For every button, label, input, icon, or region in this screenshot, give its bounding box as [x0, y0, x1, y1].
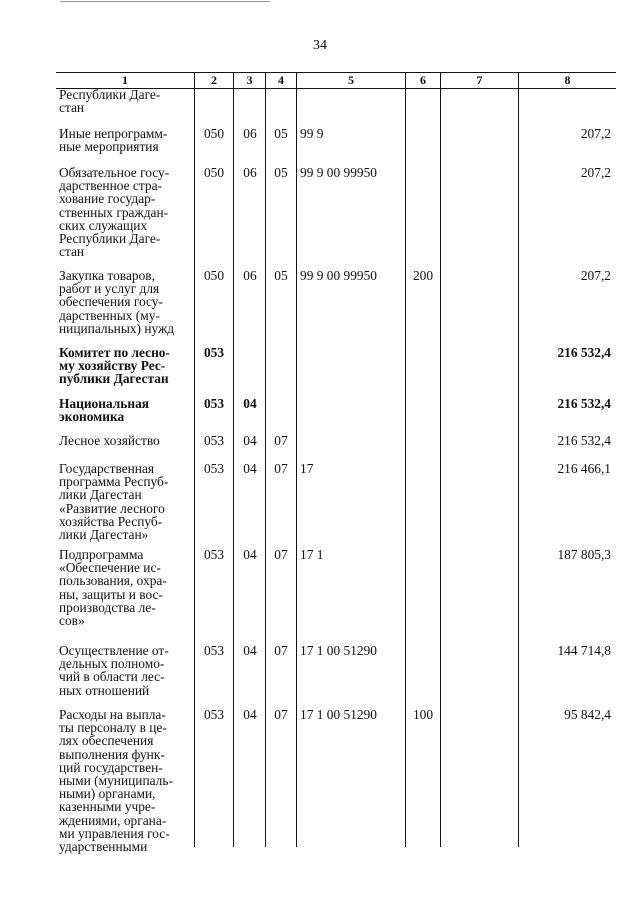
column-divider — [405, 72, 406, 847]
row-name-line: Закупка товаров, — [59, 268, 155, 283]
target-article-code: 17 1 — [300, 547, 324, 562]
amount-value: 207,2 — [580, 165, 611, 180]
header-col-6: 6 — [420, 73, 426, 87]
ministry-code: 053 — [203, 707, 225, 722]
header-col-7: 7 — [476, 73, 483, 87]
row-name-line: «Обеспечение ис- — [59, 560, 161, 576]
row-name-line: хозяйства Респуб- — [59, 513, 163, 529]
row-name-line: пользования, охра- — [59, 573, 167, 589]
column-divider — [233, 72, 234, 847]
row-name — [59, 708, 194, 853]
row-name-line: публики Дагестан — [59, 371, 169, 387]
row-name — [59, 548, 194, 627]
amount-value: 144 714,8 — [557, 643, 611, 658]
row-name — [59, 127, 194, 153]
section-code: 04 — [243, 707, 257, 722]
row-name-line: выполнения функ- — [59, 746, 165, 762]
page-number: 34 — [313, 38, 327, 53]
header-col-4: 4 — [278, 73, 284, 87]
subsection-code: 07 — [274, 707, 288, 722]
column-divider — [296, 72, 297, 847]
column-divider — [194, 72, 195, 847]
row-name-line: ждениями, органа- — [59, 812, 167, 828]
target-article-code: 17 — [300, 461, 314, 476]
row-name-line: ными (муниципаль- — [59, 773, 173, 789]
row-name-line: лики Дагестан» — [59, 527, 149, 543]
row-name-line: Расходы на выпла- — [59, 707, 166, 722]
amount-value: 95 842,4 — [564, 707, 611, 722]
subsection-code: 07 — [274, 643, 288, 658]
ministry-code: 053 — [203, 345, 225, 360]
row-name-line: Государственная — [59, 461, 155, 476]
row-name-line: программа Респуб- — [59, 474, 169, 490]
section-code: 04 — [243, 396, 257, 411]
row-name-line: Национальная — [59, 396, 150, 411]
row-name-line: ственных граждан- — [59, 204, 169, 220]
row-name-line: дарственных (му- — [59, 307, 160, 323]
column-divider — [265, 72, 266, 847]
row-name-line: «Развитие лесного — [59, 500, 165, 516]
ministry-code: 050 — [203, 268, 225, 283]
row-name-line: казенными учре- — [59, 799, 156, 815]
row-name-line: ных отношений — [59, 682, 150, 698]
section-code: 04 — [243, 547, 257, 562]
scan-artifact-line-top — [60, 1, 270, 2]
expense-type-code: 200 — [412, 268, 434, 283]
header-col-2: 2 — [211, 73, 217, 87]
row-name-line: чий в области лес- — [59, 669, 165, 685]
target-article-code: 17 1 00 51290 — [300, 707, 377, 722]
section-code: 04 — [243, 461, 257, 476]
ministry-code: 053 — [203, 433, 225, 448]
row-name-line: стан — [59, 100, 85, 116]
row-name-line: му хозяйству Рес- — [59, 358, 166, 374]
row-name-line: производства ле- — [59, 599, 156, 615]
ministry-code: 053 — [203, 643, 225, 658]
row-name-line: ми управления гос- — [59, 825, 170, 841]
subsection-code: 05 — [274, 126, 288, 141]
row-name-line: Комитет по лесно- — [59, 345, 170, 360]
row-name-line: Республики Даге- — [59, 87, 161, 102]
row-name-line: Иные непрограмм- — [59, 126, 168, 141]
amount-value: 216 532,4 — [557, 433, 611, 448]
section-code: 04 — [243, 643, 257, 658]
row-name — [59, 88, 194, 114]
row-name-line: стан — [59, 244, 85, 260]
amount-value: 207,2 — [580, 126, 611, 141]
row-name-line: ударственными — [59, 839, 148, 855]
amount-value: 187 805,3 — [557, 547, 611, 562]
row-name — [59, 397, 194, 423]
section-code: 06 — [243, 268, 257, 283]
header-col-3: 3 — [246, 73, 253, 87]
row-name-line: лях обеспечения — [59, 733, 154, 749]
amount-value: 216 532,4 — [557, 345, 611, 360]
row-name — [59, 346, 194, 386]
target-article-code: 17 1 00 51290 — [300, 643, 377, 658]
row-name-line: ций государствен- — [59, 759, 163, 775]
header-col-8: 8 — [564, 73, 571, 87]
row-name-line: Обязательное госу- — [59, 165, 170, 180]
row-name-line: Осуществление от- — [59, 643, 169, 658]
subsection-code: 07 — [274, 433, 288, 448]
row-name — [59, 462, 194, 541]
row-name-line: сов» — [59, 613, 85, 629]
subsection-code: 05 — [274, 268, 288, 283]
section-code: 04 — [243, 433, 257, 448]
subsection-code: 07 — [274, 547, 288, 562]
section-code: 06 — [243, 165, 257, 180]
header-col-5: 5 — [348, 73, 354, 87]
expense-type-code: 100 — [412, 707, 434, 722]
subsection-code: 05 — [274, 165, 288, 180]
ministry-code: 053 — [203, 547, 225, 562]
row-name-line: обеспечения госу- — [59, 294, 163, 310]
row-name-line: ны, защиты и вос- — [59, 586, 163, 602]
ministry-code: 053 — [203, 396, 225, 411]
ministry-code: 050 — [203, 126, 225, 141]
row-name — [59, 644, 194, 697]
row-name-line: ными) органами, — [59, 786, 156, 802]
row-name-line: дельных полномо- — [59, 656, 165, 672]
row-name-line: ских служащих — [59, 217, 148, 233]
target-article-code: 99 9 — [300, 126, 324, 141]
amount-value: 216 466,1 — [557, 461, 611, 476]
budget-table — [56, 72, 616, 855]
row-name — [59, 434, 194, 447]
column-divider — [440, 72, 441, 847]
subsection-code: 07 — [274, 461, 288, 476]
row-name — [59, 269, 194, 335]
row-name-line: хование государ- — [59, 191, 156, 207]
row-name-line: работ и услуг для — [59, 281, 160, 297]
amount-value: 216 532,4 — [557, 396, 611, 411]
row-name-line: ты персоналу в це- — [59, 720, 167, 736]
header-col-1: 1 — [122, 73, 128, 87]
row-name-line: ниципальных) нужд — [59, 320, 175, 336]
row-name-line: лики Дагестан — [59, 487, 142, 503]
row-name-line: экономика — [59, 409, 125, 425]
row-name-line: Лесное хозяйство — [59, 433, 160, 448]
target-article-code: 99 9 00 99950 — [300, 268, 377, 283]
amount-value: 207,2 — [580, 268, 611, 283]
row-name-line: ные мероприятия — [59, 139, 159, 155]
row-name-line: Республики Даге- — [59, 231, 161, 247]
row-name-line: Подпрограмма — [59, 547, 144, 562]
section-code: 06 — [243, 126, 257, 141]
ministry-code: 053 — [203, 461, 225, 476]
row-name-line: дарственное стра- — [59, 178, 162, 194]
row-name — [59, 166, 194, 258]
column-divider — [518, 72, 519, 847]
target-article-code: 99 9 00 99950 — [300, 165, 377, 180]
ministry-code: 050 — [203, 165, 225, 180]
